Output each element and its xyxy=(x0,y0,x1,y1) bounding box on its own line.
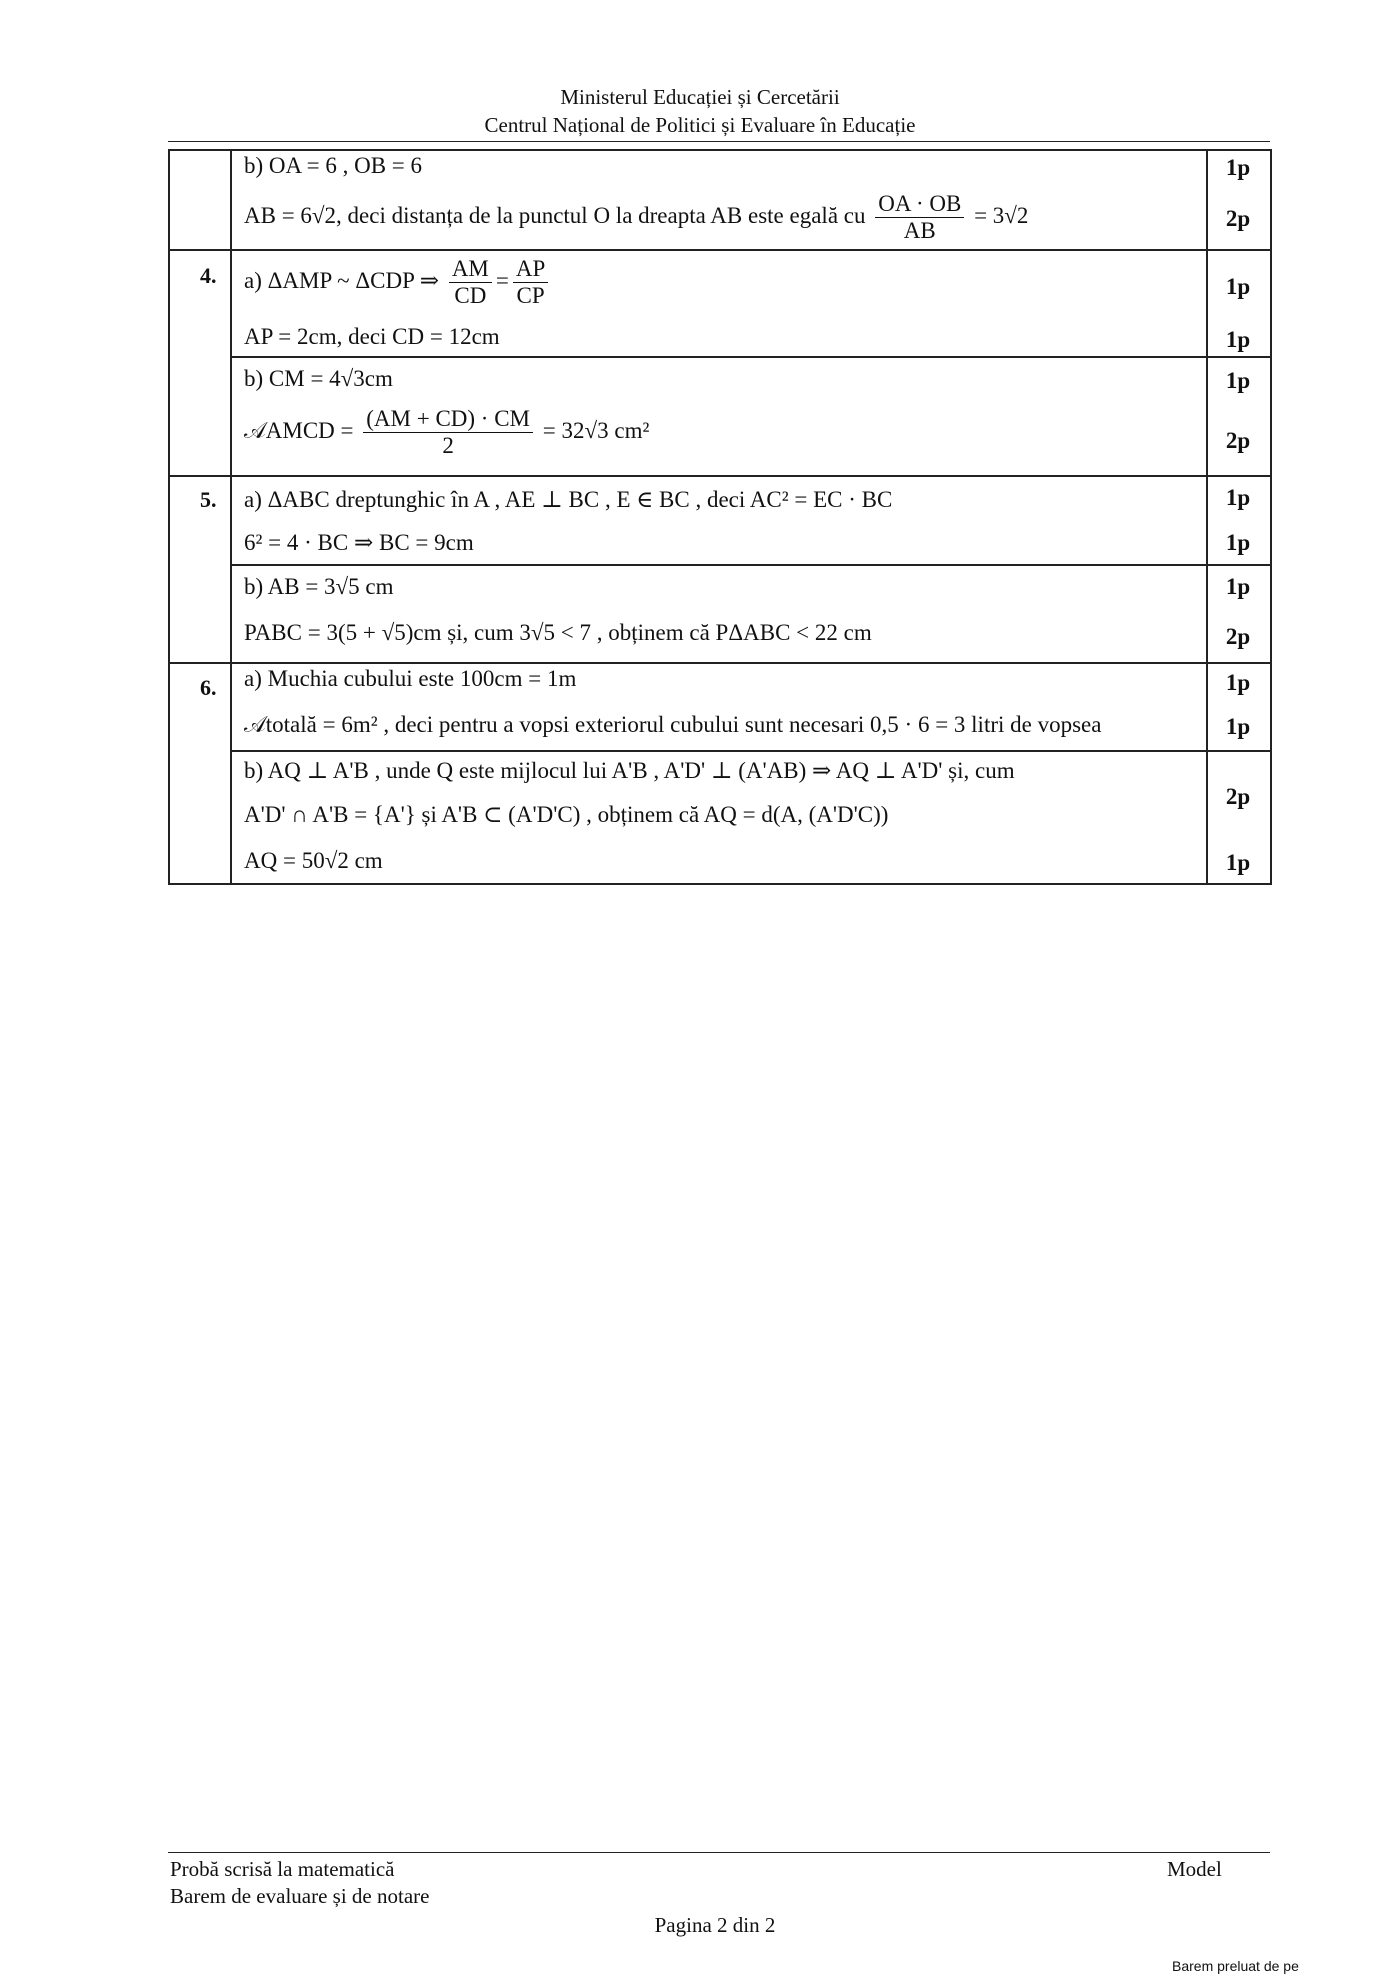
points-4a-line1: 1p xyxy=(1225,274,1251,299)
fraction-ap-cp: $\frac{AP}{CP}$ xyxy=(513,256,548,309)
item-3b-line2 xyxy=(244,191,1028,244)
row-divider-q6 xyxy=(168,662,1272,664)
item-6a-line1: a) Muchia cubului este 100cm = 1m xyxy=(244,666,577,691)
footer-scoring-guide: Barem de evaluare și de notare xyxy=(170,1884,430,1908)
footer-model-label: Model xyxy=(1167,1857,1222,1881)
row-divider-4b xyxy=(230,356,1272,358)
column-divider-points xyxy=(1206,149,1208,884)
points-5a-line1: 1p xyxy=(1225,485,1251,510)
question-number-4: 4. xyxy=(200,263,217,288)
points-4b-line2: 2p xyxy=(1225,428,1251,453)
item-4a-line2: AP = 2cm, deci CD = 12cm xyxy=(244,324,500,349)
fraction-trapezoid-area: $\frac{(AM + CD) \cdot CM}{2}$ xyxy=(363,406,533,459)
column-divider-number xyxy=(230,149,232,884)
row-divider-q5 xyxy=(168,475,1272,477)
points-6a-line2: 1p xyxy=(1225,714,1251,739)
points-5a-line2: 1p xyxy=(1225,530,1251,555)
table-border-bottom xyxy=(168,883,1272,885)
row-divider-6b xyxy=(230,750,1272,752)
item-4b-line1: b) CM = 4√3cm xyxy=(244,366,393,391)
table-border-left xyxy=(168,149,170,884)
points-6b-line1: 2p xyxy=(1225,784,1251,809)
question-number-5: 5. xyxy=(200,487,217,512)
table-border-right xyxy=(1270,149,1272,884)
row-divider-5b xyxy=(230,564,1272,566)
footer-exam-name: Probă scrisă la matematică xyxy=(170,1857,395,1881)
item-4b-line2: 𝒜AMCD = $\frac{(AM + CD) \cdot CM}{2}$ = 32√3 cm² xyxy=(244,406,650,458)
item-6b-line3: AQ = 50√2 cm xyxy=(244,848,383,873)
header-center: Centrul Național de Politici și Evaluare în Educație xyxy=(484,113,916,137)
points-3b-line1: 1p xyxy=(1225,155,1251,180)
corner-source-note: Barem preluat de pe xyxy=(1172,1958,1299,1974)
item-4a-line1: a) ΔAMP ~ ΔCDP ⇒ $\frac{AM}{CD}$ = $\frac{AP}{CP}$ xyxy=(244,256,552,309)
table-border-top xyxy=(168,149,1272,151)
item-6b-line2: A'D' ∩ A'B = {A'} și A'B ⊂ (A'D'C) , obținem că AQ = d(A, (A'D'C)) xyxy=(244,802,889,827)
row-divider-q4 xyxy=(168,249,1272,251)
item-5a-line1: a) ΔABC dreptunghic în A , AE ⊥ BC , E ∈ BC , deci AC² = EC · BC xyxy=(244,487,893,512)
fraction-distance: $\frac{OA \cdot OB}{AB}$ xyxy=(875,191,964,244)
points-5b-line2: 2p xyxy=(1225,624,1251,649)
points-4a-line2: 1p xyxy=(1225,327,1251,352)
item-3b-line1: b) OA = 6 , OB = 6 xyxy=(244,153,423,178)
header-rule xyxy=(168,141,1270,142)
item-6b-line1: b) AQ ⊥ A'B , unde Q este mijlocul lui A'B , A'D' ⊥ (A'AB) ⇒ AQ ⊥ A'D' și, cum xyxy=(244,758,1015,783)
points-5b-line1: 1p xyxy=(1225,574,1251,599)
item-5b-line1: b) AB = 3√5 cm xyxy=(244,574,394,599)
item-5b-line2: PABC = 3(5 + √5)cm și, cum 3√5 < 7 , obținem că PΔABC < 22 cm xyxy=(244,620,872,645)
item-5a-line2: 6² = 4 · BC ⇒ BC = 9cm xyxy=(244,530,474,555)
footer-page-number: Pagina 2 din 2 xyxy=(654,1913,776,1937)
item-3b-text: , deci distanța de la punctul O la dreapta AB este egală cu xyxy=(336,202,866,228)
item-3b-result: = 3√2 xyxy=(974,202,1029,228)
footer-rule xyxy=(168,1852,1270,1853)
fraction-am-cd: $\frac{AM}{CD}$ xyxy=(449,256,492,309)
header-ministry: Ministerul Educației și Cercetării xyxy=(560,85,840,109)
points-4b-line1: 1p xyxy=(1225,368,1251,393)
points-3b-line2: 2p xyxy=(1225,206,1251,231)
points-6a-line1: 1p xyxy=(1225,670,1251,695)
points-6b-line3: 1p xyxy=(1225,850,1251,875)
item-3b-lead: AB = 6√2 xyxy=(244,202,337,228)
item-6a-line2: 𝒜totală = 6m² , deci pentru a vopsi exteriorul cubului sunt necesari 0,5 · 6 = 3 litri de vopsea xyxy=(244,712,1102,737)
question-number-6: 6. xyxy=(200,675,217,700)
